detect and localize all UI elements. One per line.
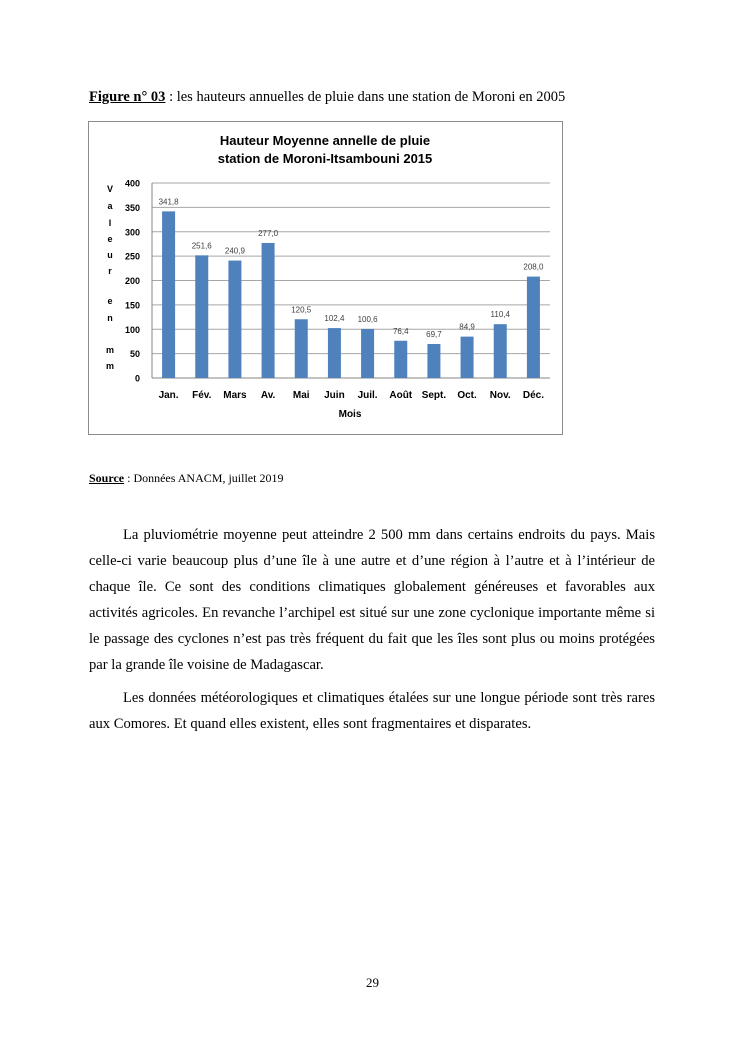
- y-axis-label-letter: m: [105, 361, 115, 371]
- y-axis-label-letter: e: [107, 296, 113, 306]
- data-label: 110,4: [490, 310, 510, 320]
- chart-title-line2: station de Moroni-Itsambouni 2015: [217, 151, 433, 166]
- x-tick-label: Mars: [223, 390, 247, 401]
- y-axis-label-letter: a: [107, 201, 113, 211]
- chart-title-line1: Hauteur Moyenne annelle de pluie: [219, 133, 431, 148]
- bar: [195, 255, 208, 378]
- figure-caption: [89, 89, 565, 106]
- figure-caption-text: : les hauteurs annuelles de pluie dans une station de Moroni en 2005: [165, 89, 566, 105]
- y-axis-label-letter: e: [107, 234, 113, 244]
- y-tick-label: 150: [124, 300, 140, 311]
- bar: [427, 344, 440, 378]
- x-tick-label: Jan.: [158, 390, 179, 401]
- bar: [527, 277, 540, 378]
- x-tick-label: Oct.: [457, 390, 477, 401]
- source-note: [89, 471, 283, 486]
- y-tick-label: 100: [124, 324, 140, 335]
- y-tick-label: 0: [134, 373, 140, 384]
- y-tick-label: 200: [124, 276, 140, 286]
- bar: [328, 328, 341, 378]
- data-label: 76,4: [392, 326, 409, 336]
- x-tick-label: Mai: [292, 390, 310, 401]
- bar: [162, 211, 175, 378]
- x-tick-label: Fév.: [192, 390, 212, 401]
- y-tick-label: 250: [124, 251, 140, 262]
- y-tick-label: 50: [129, 349, 140, 360]
- bar: [461, 337, 474, 378]
- x-tick-label: Juin: [324, 390, 345, 401]
- rainfall-bar-chart: [89, 122, 562, 434]
- data-label: 277,0: [258, 228, 279, 238]
- y-axis-label-letter: V: [106, 184, 114, 194]
- paragraph-1: La pluviométrie moyenne peut atteindre 2 500 mm dans certains endroits du pays. Mais celle-ci varie beaucoup plus d’une île à une autre et d’une région à l’autre et à l’intérieur de chaque île. Ce sont des conditions climatiques globalement généreuses et favorables aux activités agricoles. En revanche l’archipel est situé sur une zone cyclonique importante même si le passage des cyclones n’est pas très fréquent du fait que les îles sont plus ou moins protégées par la grande île voisine de Madagascar.: [89, 527, 655, 673]
- bar: [394, 341, 407, 378]
- bar: [494, 324, 507, 378]
- y-axis-label-letter: m: [105, 345, 115, 355]
- x-axis-title: Mois: [338, 409, 362, 420]
- data-label: 240,9: [224, 246, 245, 256]
- source-text: : Données ANACM, juillet 2019: [124, 471, 284, 485]
- data-label: 100,6: [357, 314, 378, 324]
- data-label: 208,0: [523, 262, 544, 272]
- y-tick-label: 350: [124, 202, 140, 213]
- figure-label: Figure n° 03: [89, 89, 166, 105]
- bar: [295, 319, 308, 378]
- bar: [361, 329, 374, 378]
- bar: [228, 261, 241, 378]
- paragraph-2: Les données météorologiques et climatiques étalées sur une longue période sont très rares aux Comores. Et quand elles existent, elles sont fragmentaires et disparates.: [89, 690, 655, 732]
- x-tick-label: Août: [389, 390, 413, 401]
- data-label: 341,8: [158, 197, 179, 207]
- bar: [262, 243, 275, 378]
- x-tick-label: Juil.: [357, 390, 378, 401]
- x-tick-label: Av.: [260, 390, 276, 401]
- data-label: 102,4: [324, 314, 345, 324]
- chart-frame: [88, 121, 563, 435]
- y-axis-label-letter: n: [107, 313, 113, 323]
- y-tick-label: 300: [124, 227, 140, 238]
- data-label: 69,7: [426, 330, 442, 340]
- data-label: 251,6: [191, 241, 212, 251]
- page-number: 29: [366, 975, 379, 990]
- x-tick-label: Déc.: [522, 390, 544, 401]
- y-axis-label-letter: r: [108, 266, 112, 276]
- y-axis-label-letter: u: [107, 250, 113, 260]
- x-tick-label: Nov.: [489, 390, 511, 401]
- x-tick-label: Sept.: [421, 390, 447, 401]
- data-label: 84,9: [459, 322, 475, 332]
- data-label: 120,5: [291, 305, 312, 315]
- y-axis-label-letter: l: [108, 218, 112, 228]
- y-tick-label: 400: [124, 178, 140, 189]
- source-label: Source: [89, 471, 125, 485]
